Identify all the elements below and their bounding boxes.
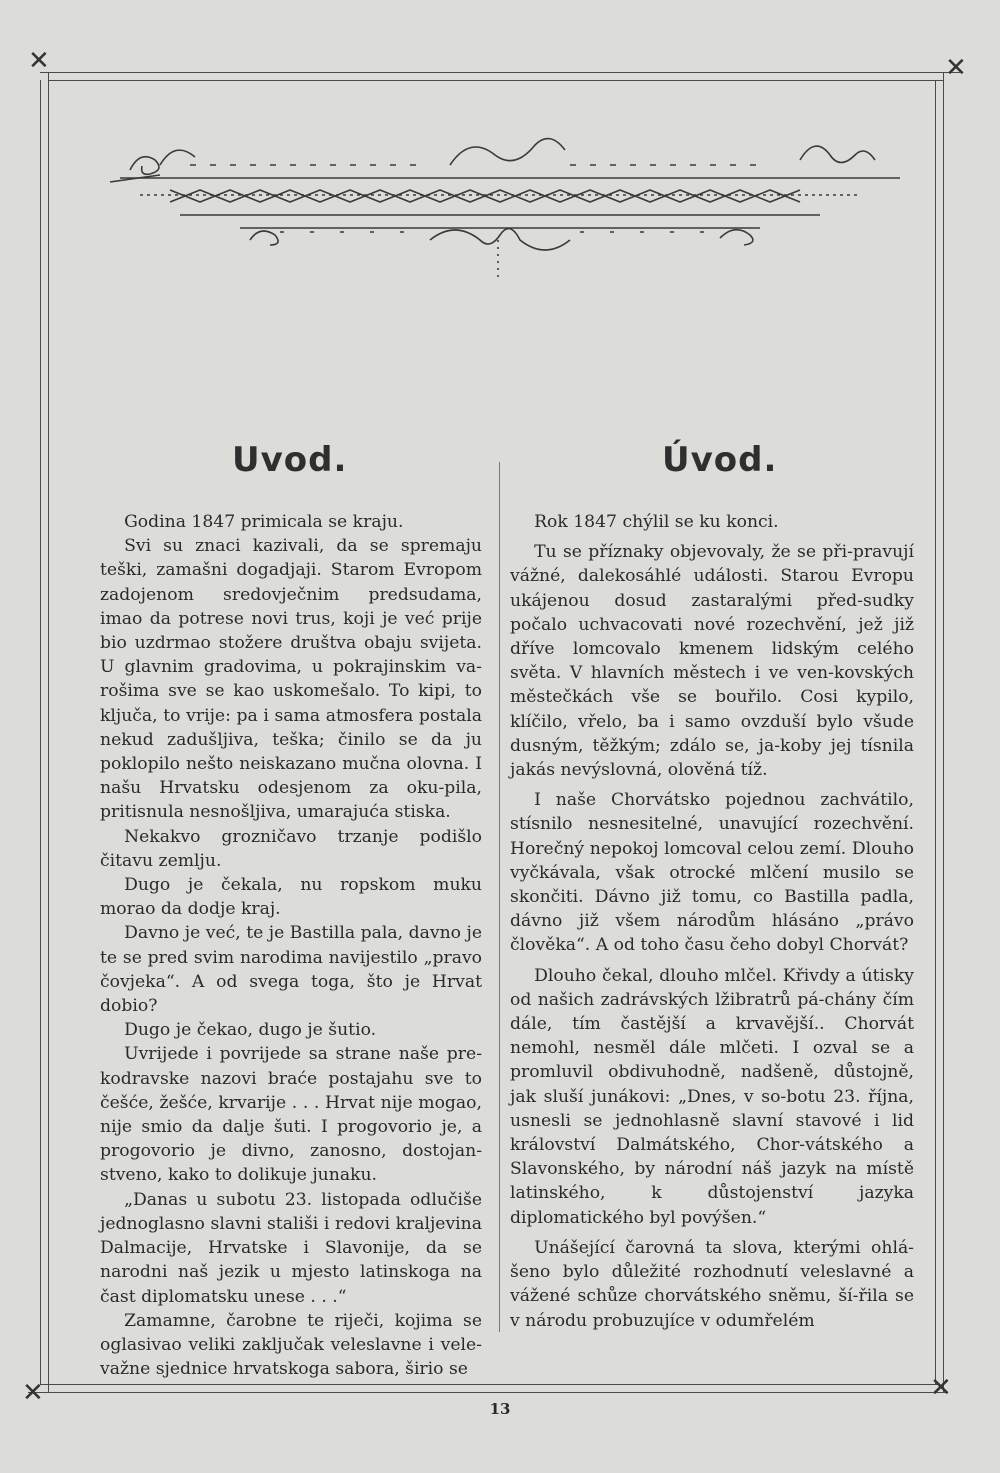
left-paragraph: Nekakvo grozničavo trzanje podišlo čitavu zemlju. — [100, 826, 482, 871]
frame-bottom-line-inner — [28, 1392, 948, 1393]
frame-bottom-line — [40, 1384, 940, 1385]
header-ornament — [100, 120, 900, 290]
left-paragraph: Uvrijede i povrijede sa strane naše pre-kodravske nazovi braće postajahu sve to češće, žešće, krvarije . . . Hrvat nije mogao, nije smio da dalje šuti. I progovorio je, a progovorio je divno, zanosno, dostojan-stveno, kako to dolikuje junaku. — [100, 1044, 482, 1186]
right-paragraph: Tu se příznaky objevovaly, že se při-pravují vážné, dalekosáhlé události. Starou Evropu ukájenou dosud zastaralými před-sudky počalo uchvacovati nové rozechvění, jež již dříve lomcovalo kmenem lidským celého světa. V hlavních městech i ve ven-kovských městečkách vše se bouřilo. Cosi kypilo, klíčilo, vřelo, ba i samo ovzduší bylo všude dusným, těžkým; zdálo se, ja-koby jej tísnila jakás nevýslovná, olověná tíž. — [510, 542, 914, 781]
corner-ornament-top-left: ✕ — [28, 46, 50, 76]
left-column-text — [100, 510, 482, 1381]
right-paragraph: I naše Chorvátsko pojednou zachvátilo, stísnilo nesnesitelné, unavující rozechvění. Horečný nepokoj lomcoval celou zemí. Dlouho vyčkávala, však otrocké mlčení musilo se skončiti. Dávno již tomu, co Bastilla padla, dávno již všem národům hlásáno „právo člověka“. A od toho času čeho dobyl Chorvát? — [510, 790, 914, 956]
right-title: Úvod. — [662, 440, 778, 480]
corner-ornament-bottom-left: ✕ — [22, 1378, 44, 1408]
left-paragraph: „Danas u subotu 23. listopada odlučiše jednoglasno slavni stališi i redovi kraljevina Dalmacije, Hrvatske i Slavonije, da se narodni naš jezik u mjesto latinskoga na čast diplomatsku unese . . .“ — [100, 1189, 482, 1307]
left-paragraph: Godina 1847 primicala se kraju. — [124, 512, 404, 532]
frame-right-line — [943, 72, 944, 1392]
left-paragraph: Dugo je čekala, nu ropskom muku morao da dodje kraj. — [100, 875, 482, 920]
corner-ornament-bottom-right: ✕ — [930, 1373, 952, 1403]
left-paragraph: Dugo je čekao, dugo je šutio. — [124, 1020, 377, 1041]
corner-ornament-top-right: ✕ — [945, 53, 967, 83]
frame-top-line-inner — [48, 80, 943, 81]
right-paragraph: Unášející čarovná ta slova, kterými ohlá-šeno bylo důležité rozhodnutí veleslavné a vážené schůze chorvátského sněmu, ší-řila se v národu probuzujíce v odumřelém — [510, 1237, 914, 1331]
left-title: Uvod. — [232, 440, 348, 480]
right-column-text — [510, 510, 914, 1333]
right-paragraph: Dlouho čekal, dlouho mlčel. Křivdy a útisky od našich zadrávských lžibratrů pá-chány čím dále, tím častější a krvavější.. Chorvát nemohl, nesměl dále mlčeti. I ozval se a promluvil obdivuhodně, nadšeně, důstojně, jak sluší junákovi: „Dnes, v so-botu 23. října, usnesli se jednohlasně slavní stavové i lid království Dalmátského, Chor-vátského a Slavonského, by národní náš jazyk na místě latinského, k důstojenství jazyka diplomatického byl povýšen.“ — [510, 965, 914, 1228]
page-number: 13 — [489, 1400, 511, 1418]
frame-left-line-inner — [40, 80, 41, 1385]
right-paragraph: Rok 1847 chýlil se ku konci. — [534, 512, 779, 532]
left-paragraph: Svi su znaci kazivali, da se spremaju teški, zamašni dogadjaji. Starom Evropom zadojenom sredovječnim predsudama, imao da potrese novi trus, koji je već prije bio uzdrmao stožere društva obaju svijeta. U glavnim gradovima, u pokrajinskim va-rošima sve se kao uskomešalo. To kipi, to ključa, to vrije: pa i sama atmosfera postala nekud zadušljiva, teška; činilo se da ju poklopilo nešto neiskazano mučna olovna. I našu Hrvatsku odesjenom za oku-pila, pritisnula nesnošljiva, umarajuća stiska. — [100, 536, 482, 823]
left-paragraph: Davno je već, te je Bastilla pala, davno je te se pred svim narodima navijestilo „pravo čovjeka“. A od svega toga, što je Hrvat dobio? — [100, 923, 482, 1017]
frame-right-line-inner — [935, 80, 936, 1385]
frame-left-line — [48, 72, 49, 1392]
column-divider — [499, 462, 500, 1332]
frame-top-line — [40, 72, 960, 73]
left-paragraph: Zamamne, čarobne te riječi, kojima se oglasivao veliki zaključak veleslavne i vele-važne sjednice hrvatskoga sabora, širio se — [100, 1310, 482, 1380]
